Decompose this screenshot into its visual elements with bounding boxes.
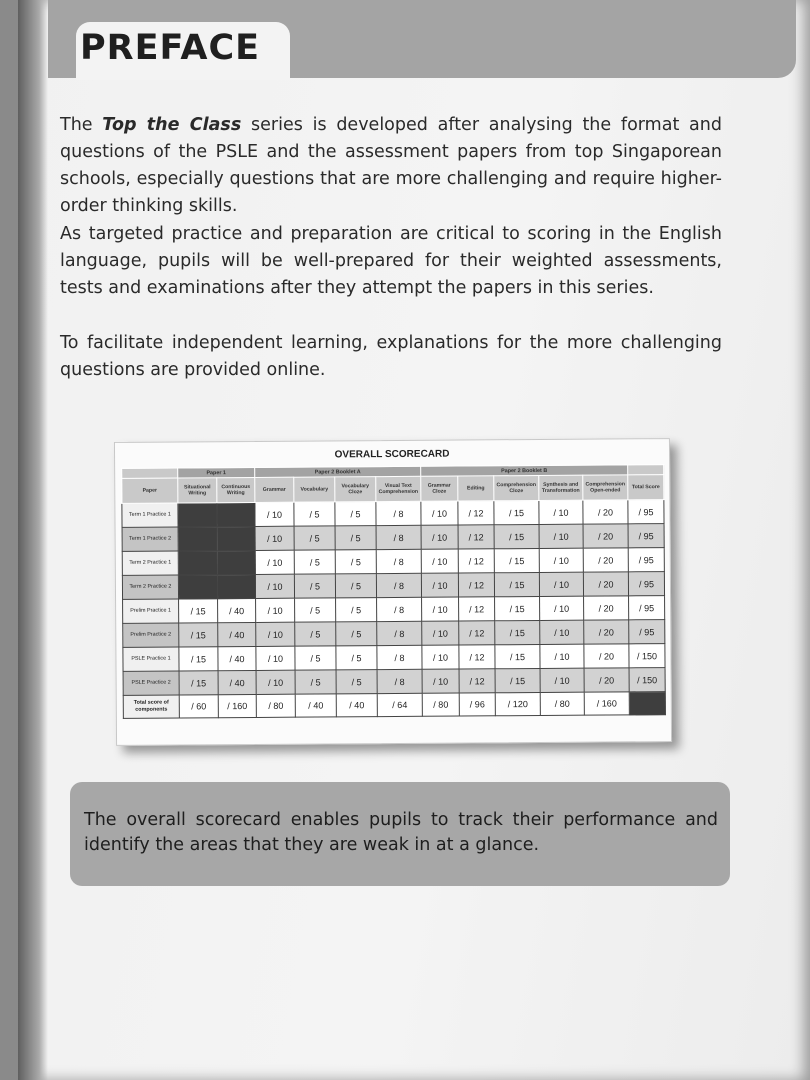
book-spine-shadow xyxy=(18,0,48,1080)
score-cell: / 10 xyxy=(421,573,458,597)
score-cell: / 10 xyxy=(256,670,295,694)
paragraph-online-explanations: To facilitate independent learning, explanations for the more challenging questions are provided online. xyxy=(60,333,722,380)
score-cell: / 40 xyxy=(218,622,256,646)
row-label: Total score of components xyxy=(123,695,179,718)
score-cell: / 95 xyxy=(628,572,664,596)
row-label: Prelim Practice 1 xyxy=(123,599,179,623)
score-cell: / 5 xyxy=(335,526,376,550)
score-cell: / 95 xyxy=(628,500,664,524)
score-cell: / 40 xyxy=(218,646,256,670)
total-cell: / 64 xyxy=(377,693,422,716)
column-header: Vocabulary xyxy=(294,477,335,502)
column-header: Vocabulary Cloze xyxy=(335,477,376,502)
row-label: PSLE Practice 1 xyxy=(123,647,179,671)
column-header: Paper xyxy=(122,478,178,503)
total-cell: / 96 xyxy=(459,693,495,716)
total-cell: / 160 xyxy=(218,694,256,717)
score-cell: / 10 xyxy=(255,574,294,598)
score-cell: / 8 xyxy=(376,549,421,573)
total-cell: / 60 xyxy=(179,695,218,718)
page-title: PREFACE xyxy=(80,28,261,68)
score-cell: / 15 xyxy=(179,599,218,623)
score-cell: / 10 xyxy=(422,645,459,669)
score-cell: / 12 xyxy=(459,669,495,693)
unused-cell xyxy=(178,527,217,551)
header-spacer xyxy=(122,468,178,478)
score-cell: / 20 xyxy=(584,644,629,668)
score-cell: / 12 xyxy=(458,525,494,549)
score-cell: / 20 xyxy=(583,548,628,572)
score-cell: / 10 xyxy=(421,501,458,525)
score-cell: / 20 xyxy=(584,668,629,692)
score-cell: / 20 xyxy=(583,524,628,548)
score-cell: / 8 xyxy=(376,573,421,597)
score-cell: / 15 xyxy=(495,596,540,620)
score-cell: / 10 xyxy=(256,598,295,622)
score-cell: / 10 xyxy=(421,525,458,549)
score-cell: / 150 xyxy=(629,668,665,692)
score-cell: / 15 xyxy=(494,548,539,572)
score-cell: / 5 xyxy=(336,622,377,646)
header-spacer xyxy=(628,465,664,475)
score-cell: / 5 xyxy=(294,574,335,598)
score-cell: / 10 xyxy=(540,644,584,668)
score-cell: / 5 xyxy=(295,670,336,694)
score-cell: / 8 xyxy=(377,645,422,669)
score-cell: / 12 xyxy=(458,549,494,573)
column-header: Editing xyxy=(458,476,494,501)
total-cell: / 80 xyxy=(422,693,459,716)
column-header: Total Score xyxy=(628,475,664,500)
total-cell: / 40 xyxy=(336,694,377,717)
row-label: Term 2 Practice 1 xyxy=(122,551,178,575)
score-cell: / 10 xyxy=(255,526,294,550)
unused-cell xyxy=(217,526,255,550)
score-cell: / 15 xyxy=(179,623,218,647)
score-cell: / 95 xyxy=(629,620,665,644)
unused-cell xyxy=(217,574,255,598)
row-label: Term 1 Practice 1 xyxy=(122,503,178,527)
intro-text-start: The xyxy=(60,115,103,135)
score-cell: / 20 xyxy=(584,620,629,644)
unused-cell xyxy=(178,503,217,527)
score-cell: / 15 xyxy=(179,647,218,671)
score-cell: / 5 xyxy=(295,622,336,646)
score-cell: / 12 xyxy=(459,645,495,669)
paragraph-practice: As targeted practice and preparation are critical to scoring in the English language, pupils will be well-prepared for their weighted assessments, tests and examinations after they attempt the papers in this series. xyxy=(60,224,722,298)
scorecard-card xyxy=(114,438,672,746)
group-paper-2-booklet-b: Paper 2 Booklet B xyxy=(421,465,628,476)
score-cell: / 5 xyxy=(336,646,377,670)
score-cell: / 5 xyxy=(295,598,336,622)
score-cell: / 5 xyxy=(294,502,335,526)
score-cell: / 12 xyxy=(458,501,494,525)
row-label: PSLE Practice 2 xyxy=(123,671,179,695)
score-cell: / 10 xyxy=(540,620,584,644)
score-cell: / 95 xyxy=(629,596,665,620)
score-cell: / 8 xyxy=(376,525,421,549)
score-cell: / 8 xyxy=(377,597,422,621)
score-cell: / 10 xyxy=(256,622,295,646)
score-cell: / 8 xyxy=(377,621,422,645)
score-cell: / 15 xyxy=(494,572,539,596)
column-header-row xyxy=(122,475,664,504)
score-cell: / 150 xyxy=(629,644,665,668)
column-header: Synthesis and Transformation xyxy=(539,475,583,500)
row-label: Term 2 Practice 2 xyxy=(122,575,178,599)
scorecard-title: OVERALL SCORECARD xyxy=(334,448,450,461)
score-cell: / 10 xyxy=(540,596,584,620)
score-cell: / 15 xyxy=(494,524,539,548)
column-header: Grammar xyxy=(255,477,294,502)
series-name: Top the Class xyxy=(102,115,242,135)
score-cell: / 12 xyxy=(459,621,495,645)
score-cell: / 15 xyxy=(179,671,218,695)
column-header: Comprehension Open-ended xyxy=(583,475,628,500)
score-cell: / 10 xyxy=(255,502,294,526)
score-cell: / 10 xyxy=(421,549,458,573)
score-cell: / 20 xyxy=(584,596,629,620)
column-header: Comprehension Cloze xyxy=(494,475,539,500)
column-header: Situational Writing xyxy=(178,478,217,503)
score-cell: / 15 xyxy=(495,668,540,692)
score-cell: / 10 xyxy=(422,597,459,621)
column-header: Visual Text Comprehension xyxy=(376,476,421,501)
score-cell: / 15 xyxy=(495,644,540,668)
unused-cell xyxy=(217,550,255,574)
paragraph-intro xyxy=(60,112,722,220)
row-label: Prelim Practice 2 xyxy=(123,623,179,647)
score-cell: / 5 xyxy=(294,526,335,550)
score-cell: / 10 xyxy=(539,524,583,548)
unused-cell xyxy=(178,575,217,599)
score-cell: / 5 xyxy=(335,502,376,526)
score-cell: / 10 xyxy=(539,548,583,572)
column-header: Continuous Writing xyxy=(217,477,255,502)
score-cell: / 5 xyxy=(336,670,377,694)
note-text: The overall scorecard enables pupils to track their performance and identify the areas that they are weak in at a glance. xyxy=(84,810,718,855)
unused-cell xyxy=(629,692,665,715)
group-paper-2-booklet-a: Paper 2 Booklet A xyxy=(255,466,421,477)
row-label: Term 1 Practice 2 xyxy=(122,527,178,551)
unused-cell xyxy=(178,551,217,575)
score-cell: / 5 xyxy=(295,646,336,670)
score-cell: / 10 xyxy=(539,500,583,524)
score-cell: / 8 xyxy=(376,501,421,525)
score-cell: / 10 xyxy=(540,668,584,692)
score-cell: / 20 xyxy=(583,572,628,596)
group-paper-1: Paper 1 xyxy=(178,467,255,478)
score-cell: / 10 xyxy=(539,572,583,596)
score-cell: / 5 xyxy=(336,598,377,622)
score-cell: / 40 xyxy=(218,670,256,694)
score-cell: / 95 xyxy=(628,548,664,572)
score-cell: / 12 xyxy=(458,573,494,597)
score-cell: / 5 xyxy=(335,574,376,598)
scorecard-table xyxy=(121,464,666,719)
unused-cell xyxy=(217,502,255,526)
score-cell: / 5 xyxy=(335,550,376,574)
total-row xyxy=(123,692,665,719)
score-cell: / 12 xyxy=(459,597,495,621)
scorecard-body xyxy=(122,500,666,719)
score-cell: / 10 xyxy=(255,550,294,574)
score-cell: / 15 xyxy=(495,620,540,644)
score-cell: / 20 xyxy=(583,500,628,524)
score-cell: / 95 xyxy=(628,524,664,548)
total-cell: / 160 xyxy=(584,692,629,715)
total-cell: / 120 xyxy=(495,692,540,715)
score-cell: / 10 xyxy=(422,621,459,645)
score-cell: / 40 xyxy=(218,598,256,622)
intro-text-end: series is developed after analysing the format and questions of the PSLE and the assessment papers from top Singaporean schools, especially questions that are more challenging and require higher-order thinking skills. xyxy=(60,115,722,216)
score-cell: / 10 xyxy=(256,646,295,670)
score-cell: / 8 xyxy=(377,669,422,693)
column-header: Grammar Cloze xyxy=(421,476,458,501)
score-cell: / 5 xyxy=(294,550,335,574)
total-cell: / 80 xyxy=(540,692,584,715)
score-cell: / 10 xyxy=(422,669,459,693)
total-cell: / 80 xyxy=(256,694,295,717)
score-cell: / 15 xyxy=(494,500,539,524)
total-cell: / 40 xyxy=(295,694,336,717)
